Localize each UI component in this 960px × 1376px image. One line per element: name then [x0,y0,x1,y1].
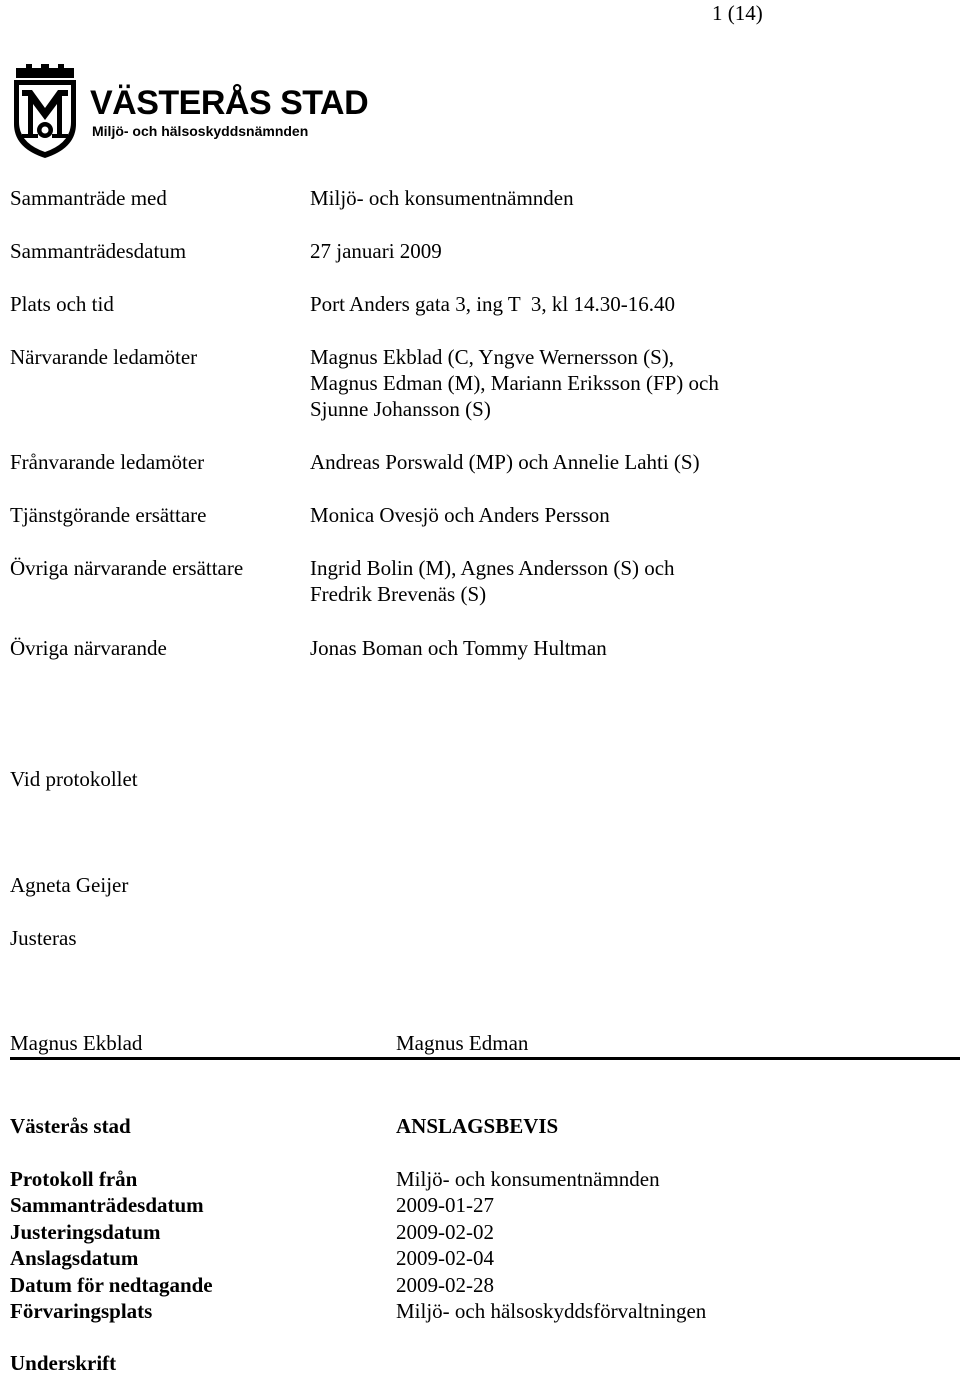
value-line: Sjunne Johansson (S) [310,397,491,421]
label-sammantrade-med: Sammanträde med [10,186,167,210]
label-narvarande-ledamoter: Närvarande ledamöter [10,345,198,369]
notice-label-forvaringsplats: Förvaringsplats [10,1299,153,1323]
notice-label-justeringsdatum: Justeringsdatum [10,1220,161,1244]
logo-subtitle: Miljö- och hälsoskyddsnämnden [92,123,309,139]
value-sammantradesdatum: 27 januari 2009 [310,239,442,263]
value-ovriga-narvarande: Jonas Boman och Tommy Hultman [310,636,607,660]
notice-label-sammantradesdatum: Sammanträdesdatum [10,1193,204,1217]
vid-protokollet-label: Vid protokollet [10,767,138,791]
notice-label-anslagsdatum: Anslagsdatum [10,1246,139,1270]
notice-signature-label: Underskrift [10,1351,117,1375]
secretary-name: Agneta Geijer [10,873,129,897]
notice-value-anslagsdatum: 2009-02-04 [396,1246,494,1270]
logo-title: VÄSTERÅS STAD [90,84,369,122]
value-plats-och-tid: Port Anders gata 3, ing T 3, kl 14.30-16.40 [310,292,675,316]
notice-label-datum-for-nedtagande: Datum för nedtagande [10,1273,213,1297]
notice-org: Västerås stad [10,1114,131,1138]
city-crest-icon [10,64,80,160]
page-number: 1 (14) [712,1,763,25]
label-sammantradesdatum: Sammanträdesdatum [10,239,187,263]
notice-value-justeringsdatum: 2009-02-02 [396,1220,494,1244]
value-franvarande-ledamoter: Andreas Porswald (MP) och Annelie Lahti (S) [310,450,700,474]
signature-divider [10,1057,960,1060]
notice-value-sammantradesdatum: 2009-01-27 [396,1193,494,1217]
label-ovriga-narvarande-ersattare: Övriga närvarande ersättare [10,556,244,580]
notice-value-datum-for-nedtagande: 2009-02-28 [396,1273,494,1297]
signer-2-name: Magnus Edman [396,1031,529,1055]
value-line: Magnus Edman (M), Mariann Eriksson (FP) och [310,371,719,395]
value-line: Magnus Ekblad (C, Yngve Wernersson (S), [310,345,675,369]
signer-1-name: Magnus Ekblad [10,1031,143,1055]
value-ovriga-narvarande-ersattare [310,555,675,607]
value-line: Fredrik Brevenäs (S) [310,582,487,606]
value-tjanstgorande-ersattare: Monica Ovesjö och Anders Persson [310,503,610,527]
label-tjanstgorande-ersattare: Tjänstgörande ersättare [10,503,207,527]
justeras-label: Justeras [10,926,77,950]
notice-title: ANSLAGSBEVIS [396,1114,559,1138]
label-ovriga-narvarande: Övriga närvarande [10,636,167,660]
value-narvarande-ledamoter [310,344,719,422]
notice-value-forvaringsplats: Miljö- och hälsoskyddsförvaltningen [396,1299,707,1323]
notice-label-protokoll-fran: Protokoll från [10,1167,138,1191]
label-franvarande-ledamoter: Frånvarande ledamöter [10,450,205,474]
notice-value-protokoll-fran: Miljö- och konsumentnämnden [396,1167,660,1191]
value-line: Ingrid Bolin (M), Agnes Andersson (S) och [310,556,675,580]
value-sammantrade-med: Miljö- och konsumentnämnden [310,186,574,210]
label-plats-och-tid: Plats och tid [10,292,114,316]
logo [10,64,369,160]
